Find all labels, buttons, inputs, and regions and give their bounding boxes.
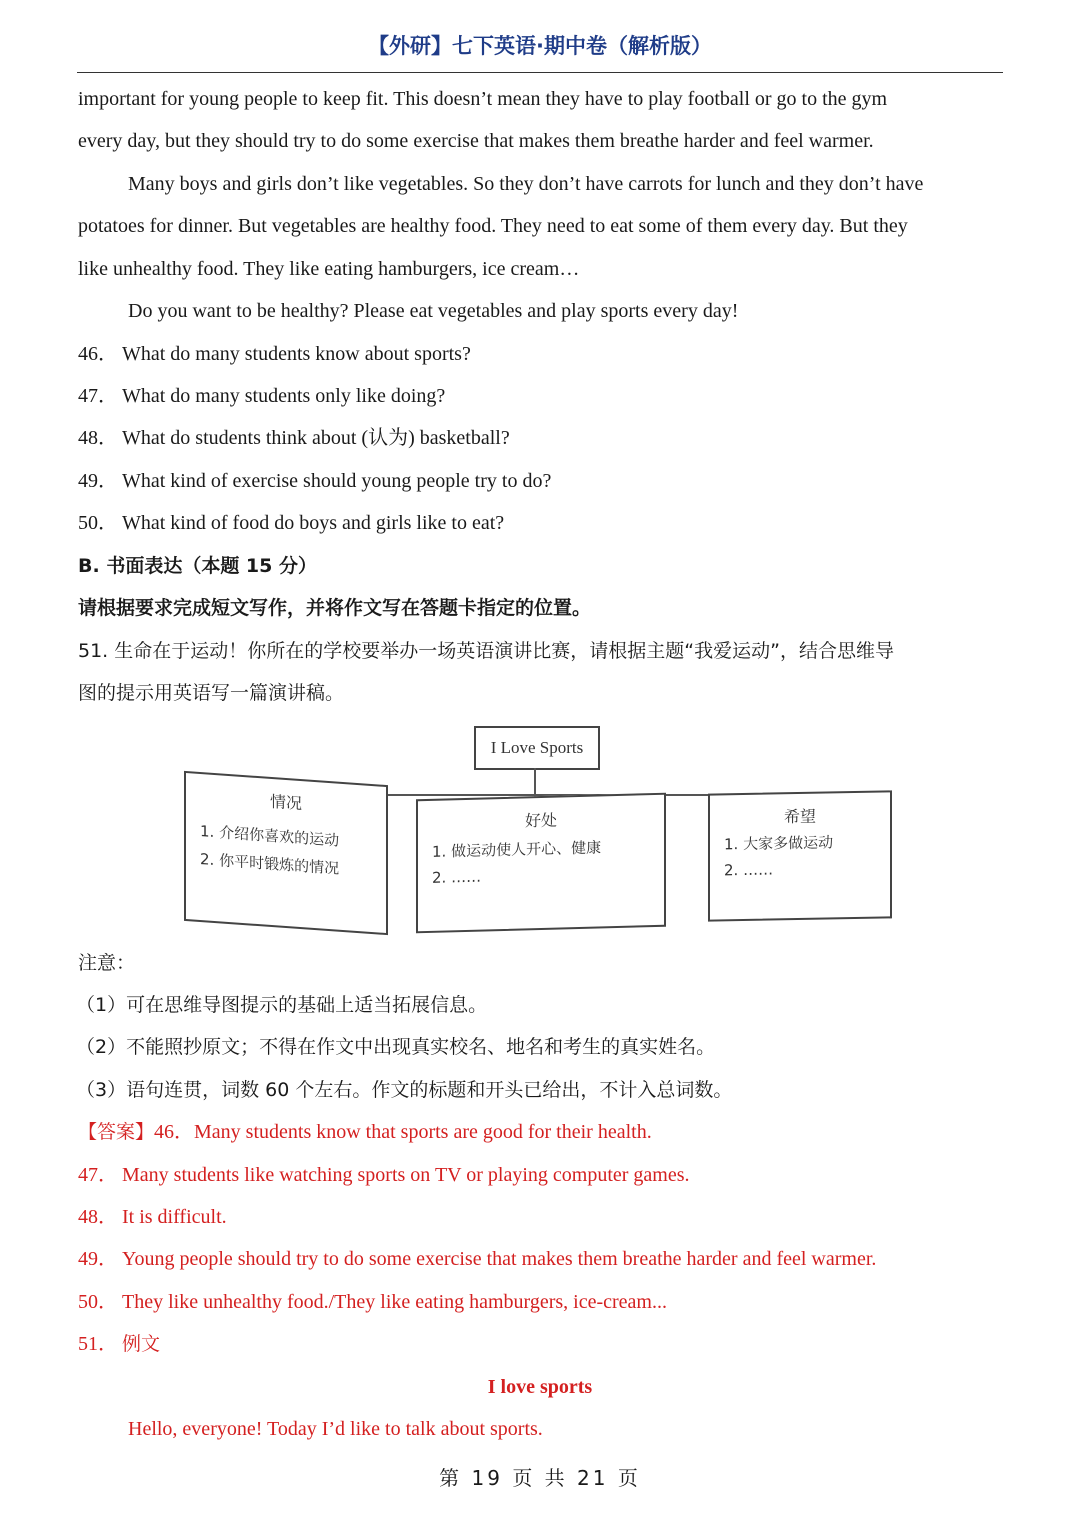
mind-map-box-benefits [416, 793, 666, 934]
note-item: （1）可在思维导图提示的基础上适当拓展信息。 [76, 994, 488, 1016]
answer-item [78, 1246, 876, 1272]
answer-item [78, 1119, 652, 1145]
mind-map-box-item: 2. …… [724, 860, 774, 880]
question-number: 47． [78, 385, 118, 407]
question-text: What do many students know about sports? [122, 343, 471, 365]
answer-text: Many students know that sports are good for their health. [194, 1121, 652, 1143]
mind-map [180, 722, 900, 934]
question-number: 48． [78, 427, 118, 449]
mind-map-box-title: 希望 [783, 806, 816, 827]
question-text: What kind of exercise should young people try to do? [122, 470, 552, 492]
passage-line: important for young people to keep fit. This doesn’t mean they have to play football or go to the gym [78, 88, 888, 110]
mind-map-box-item: 1. 介绍你喜欢的运动 [200, 821, 340, 850]
note-item: （2）不能照抄原文；不得在作文中出现真实校名、地名和考生的真实姓名。 [76, 1036, 716, 1058]
answer-text: Many students like watching sports on TV or playing computer games. [122, 1164, 690, 1186]
question-number: 46． [78, 343, 118, 365]
question-item [78, 383, 445, 409]
mind-map-box-item: 1. 做运动使人开心、健康 [432, 838, 602, 861]
essay-title: I love sports [487, 1376, 593, 1398]
essay-line: Hello, everyone! Today I’d like to talk about sports. [128, 1418, 543, 1440]
passage-line: Do you want to be healthy? Please eat vegetables and play sports every day! [128, 300, 739, 322]
answer-item [78, 1289, 667, 1315]
writing-instruction: 请根据要求完成短文写作，并将作文写在答题卡指定的位置。 [78, 597, 592, 619]
answer-number: 50． [78, 1291, 118, 1313]
answer-number: 48． [78, 1206, 118, 1228]
mind-map-connector [534, 768, 536, 794]
mind-map-box-title: 好处 [524, 810, 557, 831]
mind-map-box-hopes [708, 790, 892, 921]
mind-map-box-item: 2. …… [432, 867, 482, 887]
answer-label: 【答案】 [78, 1121, 155, 1143]
question-text: What do many students only like doing? [122, 385, 446, 407]
question-item [78, 341, 471, 367]
notes-title: 注意： [78, 952, 136, 974]
question-text: What do students think about (认为) basketball? [122, 427, 510, 449]
writing-prompt: 图的提示用英语写一篇演讲稿。 [78, 682, 345, 704]
passage-line: potatoes for dinner. But vegetables are healthy food. They need to eat some of them every day. But they [78, 215, 908, 237]
answer-text: They like unhealthy food./They like eating hamburgers, ice-cream... [122, 1291, 667, 1313]
answer-text: Young people should try to do some exercise that makes them breathe harder and feel warmer. [122, 1248, 877, 1270]
question-item [78, 510, 504, 536]
answer-item [78, 1331, 160, 1357]
writing-prompt: 51. 生命在于运动！你所在的学校要举办一场英语演讲比赛，请根据主题“我爱运动”，结合思维导 [78, 640, 894, 662]
answer-number: 46． [154, 1121, 195, 1143]
question-number: 50． [78, 512, 118, 534]
mind-map-box-situation [184, 771, 388, 935]
answer-item [78, 1204, 227, 1230]
passage-line: like unhealthy food. They like eating hamburgers, ice cream… [78, 258, 580, 280]
answer-text: It is difficult. [122, 1206, 227, 1228]
answer-number: 49． [78, 1248, 118, 1270]
question-item [78, 425, 510, 451]
question-number: 49． [78, 470, 118, 492]
mind-map-box-title: 情况 [269, 791, 302, 814]
mind-map-root: I Love Sports [474, 726, 600, 770]
passage-line: Many boys and girls don’t like vegetables. So they don’t have carrots for lunch and they don’t have [128, 173, 924, 195]
answer-number: 51． [78, 1333, 118, 1355]
question-item [78, 468, 551, 494]
header-divider [77, 72, 1003, 73]
answer-text: 例文 [122, 1333, 161, 1355]
page-header-title: 【外研】七下英语·期中卷（解析版） [368, 34, 712, 58]
section-title: B. 书面表达（本题 15 分） [78, 555, 317, 577]
mind-map-box-item: 2. 你平时锻炼的情况 [200, 849, 340, 878]
note-item: （3）语句连贯，词数 60 个左右。作文的标题和开头已给出，不计入总词数。 [76, 1079, 733, 1101]
question-text: What kind of food do boys and girls like to eat? [122, 512, 505, 534]
passage-line: every day, but they should try to do some exercise that makes them breathe harder and feel warmer. [78, 130, 874, 152]
answer-number: 47． [78, 1164, 118, 1186]
mind-map-box-item: 1. 大家多做运动 [724, 833, 834, 854]
answer-item [78, 1162, 690, 1188]
page-number: 第 19 页 共 21 页 [439, 1466, 641, 1490]
